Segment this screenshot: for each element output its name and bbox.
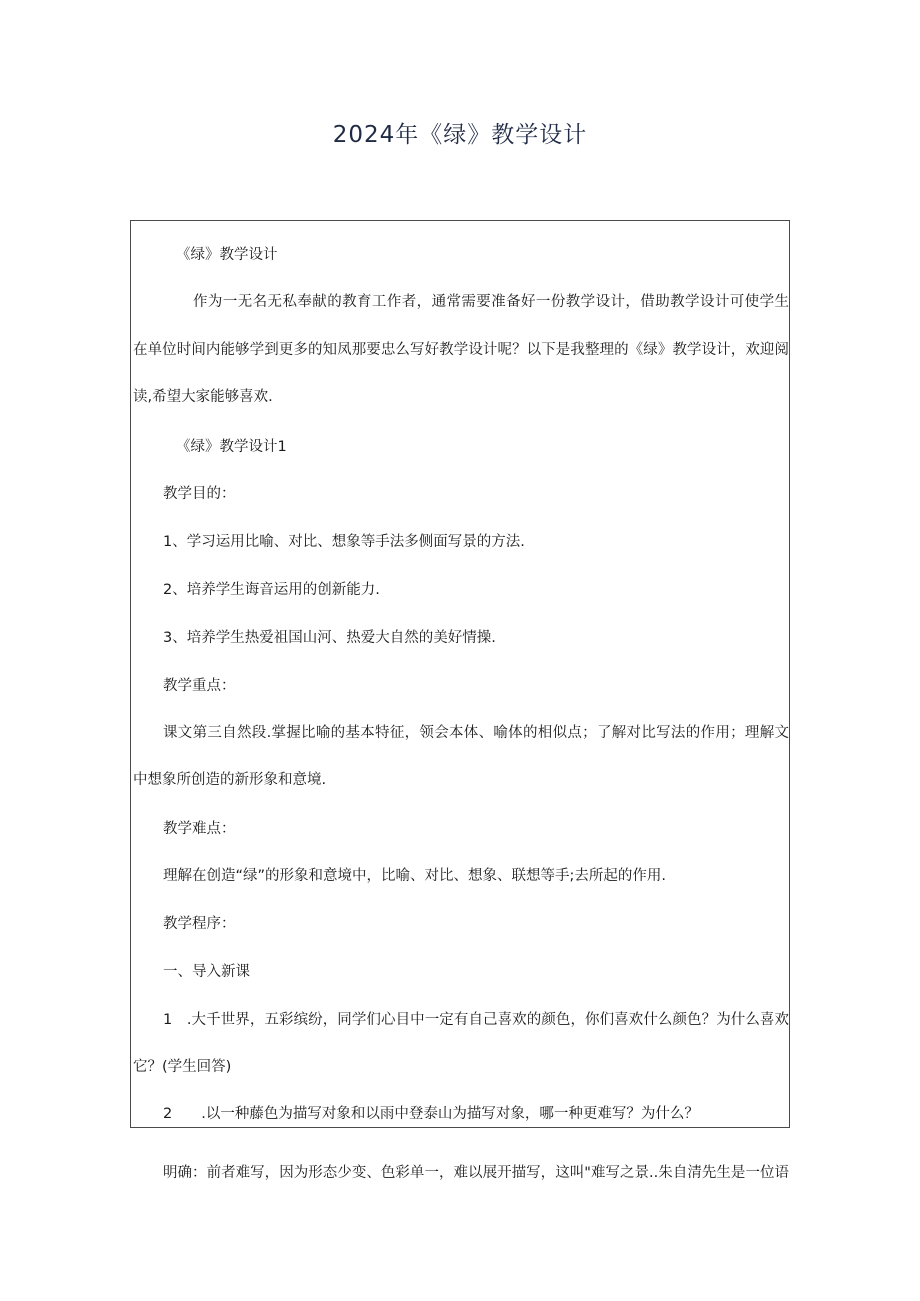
subheading: 教学程序：: [163, 916, 236, 932]
paragraph-line: 它？(学生回答): [133, 1059, 232, 1075]
section-heading: 《绿》教学设计1: [176, 439, 287, 455]
paragraph-line: 明确：前者难写，因为形态少变、色彩单一，难以展开描写，这叫"难写之景..朱自清先生是一位语: [163, 1165, 789, 1181]
list-item: 3、培养学生热爱祖国山河、热爱大自然的美好情操.: [163, 630, 496, 646]
subheading: 一、导入新课: [163, 964, 250, 980]
paragraph-line: 中想象所创造的新形象和意境.: [133, 772, 327, 788]
paragraph-line: 理解在创造“绿”的形象和意境中，比喻、对比、想象、联想等手;去所起的作用.: [163, 868, 667, 884]
intro-paragraph-line: 在单位时间内能够学到更多的知凤那要忠么写好教学设计呢？以下是我整理的《绿》教学设计，欢迎阅: [133, 342, 789, 358]
paragraph-line: 2 .以一种藤色为描写对象和以雨中登泰山为描写对象，哪一种更难写？为什么？: [163, 1106, 699, 1122]
list-item: 2、培养学生诲音运用的创新能力.: [163, 582, 380, 598]
document-title: 2024年《绿》教学设计: [332, 122, 588, 148]
list-item: 1、学习运用比喻、对比、想象等手法多侧面写景的方法.: [163, 534, 525, 550]
intro-paragraph-line: 读,希望大家能够喜欢.: [133, 389, 273, 405]
intro-paragraph-line: 作为一无名无私奉献的教育工作者，通常需要准备好一份教学设计，借助教学设计可使学生: [193, 294, 789, 310]
section-heading: 《绿》教学设计: [176, 247, 278, 263]
paragraph-line: 课文第三自然段.掌握比喻的基本特征，领会本体、喻体的相似点；了解对比写法的作用；理解文: [163, 725, 789, 741]
subheading: 教学重点：: [163, 678, 236, 694]
paragraph-line: 1 .大千世界，五彩缤纷，同学们心目中一定有自己喜欢的颜色，你们喜欢什么颜色？为什么喜欢: [163, 1012, 789, 1028]
subheading: 教学目的：: [163, 486, 236, 502]
subheading: 教学难点：: [163, 821, 236, 837]
